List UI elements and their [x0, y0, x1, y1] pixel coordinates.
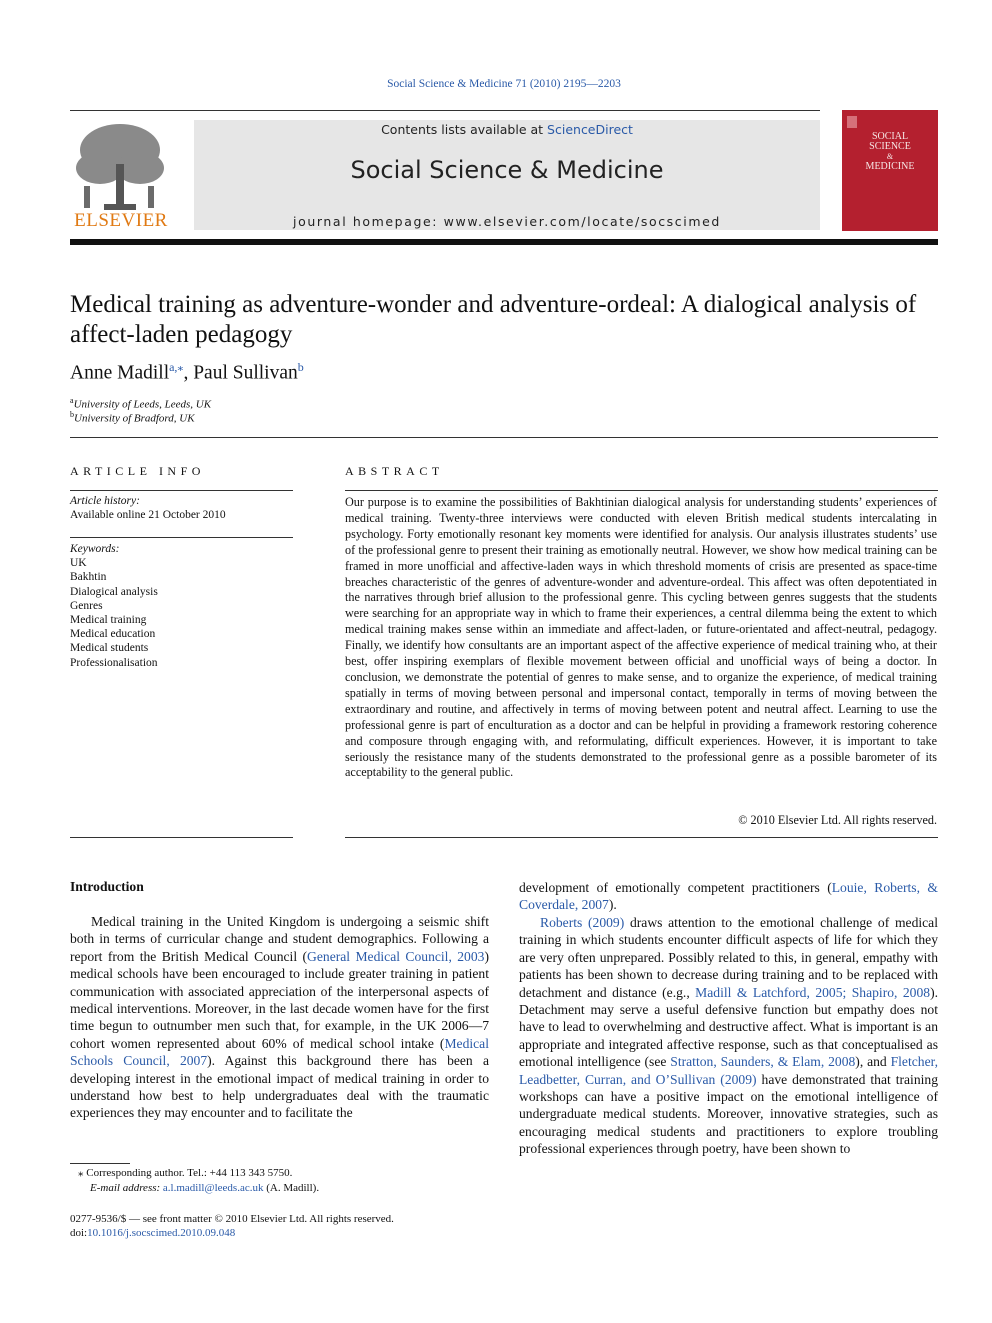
header-rule [70, 110, 820, 111]
paragraph-text: development of emotionally competent practitioners ( [519, 880, 832, 895]
paragraph-text: ). Against this background there has been a developing interest in the emotional impact of medical training in order to understand how best to help undergraduates deal with the traumatic experiences they may encounter and to facilitate the [70, 1053, 489, 1121]
footnote-rule [70, 1163, 130, 1164]
journal-title: Social Science & Medicine [350, 156, 664, 184]
contents-line [194, 122, 820, 137]
abstract-copyright: © 2010 Elsevier Ltd. All rights reserved. [738, 813, 937, 827]
abstract-bottom-rule [345, 837, 938, 838]
keywords-rule [70, 537, 293, 538]
elsevier-wordmark: ELSEVIER [74, 210, 168, 231]
citation-link[interactable]: Louie, Roberts, & Coverdale, 2007 [519, 880, 938, 913]
paragraph-text: have demonstrated that training workshops can have a positive impact on the emotional intelligence of undergraduate medical students. Moreover, innovative strategies, such as encouraging medical students and practitioners to explore troubling professional experiences through poetry, have been shown to [519, 1071, 939, 1157]
keywords-block [70, 542, 293, 670]
article-title: Medical training as adventure-wonder and adventure-ordeal: A dialogical analysis of affect-laden pedagogy [70, 291, 917, 348]
doi-link[interactable]: 10.1016/j.socscimed.2010.09.048 [87, 1227, 236, 1239]
paragraph-text: ), and [855, 1054, 891, 1070]
history-label: Article history: [70, 495, 140, 507]
keyword: Bakhtin [70, 571, 107, 584]
email-label: E-mail address: [90, 1182, 163, 1194]
footnote-email [90, 1182, 319, 1194]
intro-paragraph [70, 913, 489, 1122]
affiliation-mark: b [70, 410, 74, 419]
article-history [70, 494, 293, 522]
journal-banner [194, 120, 820, 230]
cover-line: & [886, 152, 894, 161]
doi-line [70, 1227, 235, 1239]
paragraph-text: Medical training in the United Kingdom is undergoing a seismic shift both in terms of curricular change and student demographics. Following a report from the British Medical Council ( [70, 914, 489, 964]
cover-title [842, 132, 938, 172]
citation-link[interactable]: Madill & Latchford, 2005; Shapiro, 2008 [695, 984, 931, 1000]
keyword: Professionalisation [70, 656, 158, 669]
title-rule [70, 437, 938, 438]
article-info-bottom-rule [70, 837, 293, 838]
paragraph-text: ). Detachment may serve a useful defensive function but empathy does not have to lead to overwhelming and destructive affect. What is important is an appropriate and integrated affective response, such as that conceptualised as emotional intelligence (see [519, 984, 938, 1070]
article-info-rule [70, 490, 293, 491]
body-paragraph [519, 914, 938, 1158]
keyword: UK [70, 557, 87, 570]
author-name: Anne Madill [70, 362, 170, 384]
cover-line: MEDICINE [865, 161, 915, 172]
journal-homepage[interactable]: journal homepage: www.elsevier.com/locate/socscimed [293, 214, 721, 229]
abstract-text: Our purpose is to examine the possibilities of Bakhtinian dialogical analysis for understanding students’ experiences of medical training. Twenty-three interviews were conducted with eleven British medical students intercalating in psychology. Forty emotionally resonant key moments were identified for analysis. Our analysis illustrates students’ use of the professional genre to present their training as emotionally neutral. However, we show how medical training can be framed in more unofficial and affective-laden ways in which threshold moments of crisis are presented as space-time breaches characteristic of the genres of adventure-wonder and adventure-ordeal. This affect was often depotentiated in the narratives through brief allusion to the professional genre. This cycling between genres suggests that the students were searching for an appropriate way in which to frame their experiences, a central dilemma being the extent to which medical training makes sense within an immediate and affect-laden, or future-orientated and affect-neutral, pedagogy. Finally, we identify how consultants are an important aspect of the affective experience of medical training who, at their best, offer inspiring exemplars of flexible movement between official and unofficial ways of being a doctor. In conclusion, we demonstrate the potential of genres to make sense, and to organize the experience, of medical training spatially in terms of moving between personal and impersonal contact, temporally in terms of moving between the extraordinary and routine, and affectively in terms of moving between potent and neutral affect. Learning to use the professional genre is part of enculturation as a doctor and can be helpful in providing a framework restoring coherence and composure through engaging with, and reformulating, difficult experiences. However, it is important to take seriously the resistance many of the students demonstrated to the professional genre as a possible barometer of its acceptability to the general public. [345, 495, 937, 780]
cover-line: SCIENCE [869, 141, 911, 152]
author-separator: , [183, 362, 194, 384]
keyword: Genres [70, 599, 103, 612]
body-paragraph [519, 879, 938, 914]
affiliation-mark: a [70, 396, 74, 405]
affiliation-text: University of Leeds, Leeds, UK [73, 398, 212, 411]
citation-link[interactable]: General Medical Council, 2003 [307, 948, 485, 964]
doi-label: doi: [70, 1227, 88, 1239]
contents-prefix: Contents lists available at [381, 122, 548, 137]
email-link[interactable]: a.l.madill@leeds.ac.uk [162, 1182, 264, 1194]
abstract-rule [345, 490, 938, 491]
author-affil-mark[interactable]: b [297, 360, 304, 374]
article-info-heading: ARTICLE INFO [70, 464, 205, 478]
citation-link[interactable]: Roberts (2009) [540, 915, 625, 930]
sciencedirect-link[interactable]: ScienceDirect [547, 122, 633, 137]
paragraph-text: ) medical schools have been encouraged to include greater training in patient communication with associated appreciation of the interpersonal aspects of medical interventions. Moreover, in the last decade women have for the first time begun to outnumber men such that, for example, in the UK 2006—7 cohort women represented about 60% of medical school intake ( [70, 948, 489, 1051]
keyword: Medical students [70, 642, 149, 655]
footnote-corresponding: ⁎ Corresponding author. Tel.: +44 113 343 5750. [78, 1167, 293, 1179]
keyword: Dialogical analysis [70, 585, 158, 598]
section-heading-introduction: Introduction [70, 879, 144, 894]
header-thick-rule [70, 239, 938, 245]
paragraph-text: ). [608, 897, 617, 913]
paragraph-text: draws attention to the emotional challenge of medical training in which students encounter difficult aspects of life for which they are very often unprepared. Possibly related to this, in general, empathy with patients has been shown to decrease during training and to be replaced with detachment and distance (e.g., [519, 915, 938, 1000]
keyword: Medical training [70, 614, 147, 627]
keyword: Medical education [70, 628, 156, 641]
abstract-heading: ABSTRACT [345, 464, 444, 478]
issn-line: 0277-9536/$ — see front matter © 2010 Elsevier Ltd. All rights reserved. [70, 1213, 394, 1225]
citation-link[interactable]: Fletcher, Leadbetter, Curran, and O’Sullivan (2009) [519, 1054, 938, 1087]
affiliation [70, 396, 211, 411]
elsevier-logo [70, 120, 172, 232]
affiliation [70, 410, 195, 425]
cover-line: SOCIAL [871, 131, 909, 142]
cover-mark-icon [847, 116, 857, 128]
history-value: Available online 21 October 2010 [70, 509, 226, 522]
journal-citation[interactable]: Social Science & Medicine 71 (2010) 2195—2203 [387, 78, 621, 90]
citation-link[interactable]: Medical Schools Council, 2007 [70, 1035, 489, 1069]
keywords-label: Keywords: [70, 543, 120, 555]
affiliation-text: University of Bradford, UK [74, 412, 195, 425]
author-name: Paul Sullivan [193, 362, 298, 384]
journal-cover[interactable] [842, 110, 938, 231]
author-affil-mark[interactable]: a,⁎ [169, 360, 184, 374]
author-list [70, 360, 304, 385]
email-suffix: (A. Madill). [263, 1182, 320, 1194]
citation-link[interactable]: Stratton, Saunders, & Elam, 2008 [670, 1054, 856, 1070]
